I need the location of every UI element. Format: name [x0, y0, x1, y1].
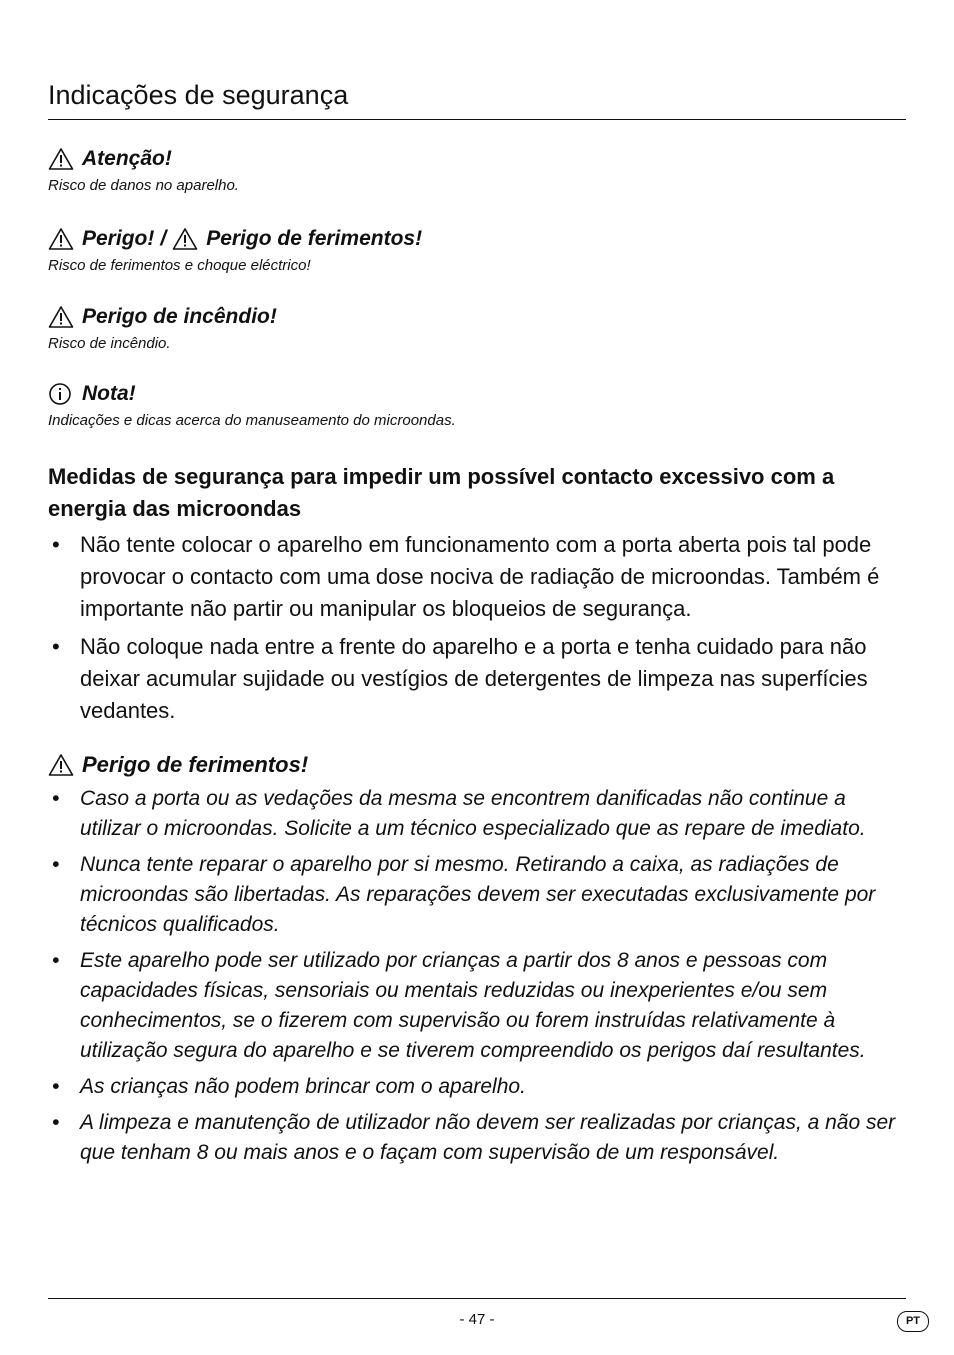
footer-divider — [48, 1298, 906, 1299]
list-item: • As crianças não podem brincar com o aparelho. — [48, 1072, 908, 1102]
injury-bullet-list — [48, 784, 908, 1174]
symbol-description: Risco de danos no aparelho. — [48, 177, 239, 194]
section-heading-injury: Perigo de ferimentos! — [82, 752, 309, 777]
symbol-separator: / — [160, 227, 167, 250]
microwave-bullet-list — [48, 529, 908, 733]
title-divider — [48, 119, 906, 120]
warning-triangle-icon — [172, 227, 198, 251]
symbol-fire — [48, 303, 906, 352]
warning-triangle-icon — [48, 753, 74, 777]
symbol-attention — [48, 145, 906, 194]
symbol-description: Risco de ferimentos e choque eléctrico! — [48, 257, 311, 274]
list-item: • Não tente colocar o aparelho em funcionamento com a porta aberta pois tal pode provocar o contacto com uma dose nociva de radiação de microondas. Também é importante não partir ou manipular os bloqueios de segurança. — [48, 529, 908, 625]
bullet-dot: • — [52, 1111, 60, 1134]
list-item: • Este aparelho pode ser utilizado por crianças a partir dos 8 anos e pessoas com capacidades físicas, sensoriais ou mentais reduzidas ou inexperientes e/ou sem conhecimentos, se o fizerem com supervisão ou forem instruídas relativamente à utilização segura do aparelho e se tiverem compreendido os perigos daí resultantes. — [48, 946, 908, 1066]
symbol-danger-injury — [48, 225, 906, 274]
symbol-description: Indicações e dicas acerca do manuseamento do microondas. — [48, 412, 456, 429]
bullet-dot: • — [52, 787, 60, 810]
symbol-description: Risco de incêndio. — [48, 335, 171, 352]
symbol-label: Nota! — [82, 382, 136, 405]
page-number: - 47 - — [459, 1311, 495, 1328]
bullet-dot: • — [52, 853, 60, 876]
list-item: • Não coloque nada entre a frente do aparelho e a porta e tenha cuidado para não deixar acumular sujidade ou vestígios de detergentes de limpeza nas superfícies vedantes. — [48, 631, 908, 727]
info-circle-icon — [48, 382, 74, 406]
symbol-label-secondary: Perigo de ferimentos! — [206, 227, 423, 250]
bullet-dot: • — [52, 634, 60, 659]
bullet-dot: • — [52, 532, 60, 557]
bullet-dot: • — [52, 1075, 60, 1098]
section-heading-microwave: Medidas de segurança para impedir um possível contacto excessivo com a energia das microondas — [48, 464, 835, 521]
symbol-label: Perigo! — [82, 227, 155, 250]
language-badge: PT — [897, 1311, 929, 1332]
warning-triangle-icon — [48, 305, 74, 329]
list-item: • Caso a porta ou as vedações da mesma se encontrem danificadas não continue a utilizar o microondas. Solicite a um técnico especializado que as repare de imediato. — [48, 784, 908, 844]
warning-triangle-icon — [48, 147, 74, 171]
warning-triangle-icon — [48, 227, 74, 251]
symbol-note — [48, 380, 906, 429]
symbol-label: Atenção! — [82, 147, 172, 170]
bullet-dot: • — [52, 949, 60, 972]
injury-heading — [48, 751, 906, 779]
page-title: Indicações de segurança — [48, 80, 349, 110]
list-item: • Nunca tente reparar o aparelho por si mesmo. Retirando a caixa, as radiações de microondas são libertadas. As reparações devem ser executadas exclusivamente por técnicos qualificados. — [48, 850, 908, 940]
list-item: • A limpeza e manutenção de utilizador não devem ser realizadas por crianças, a não ser que tenham 8 ou mais anos e o façam com supervisão de um responsável. — [48, 1108, 908, 1168]
symbol-label: Perigo de incêndio! — [82, 305, 277, 328]
